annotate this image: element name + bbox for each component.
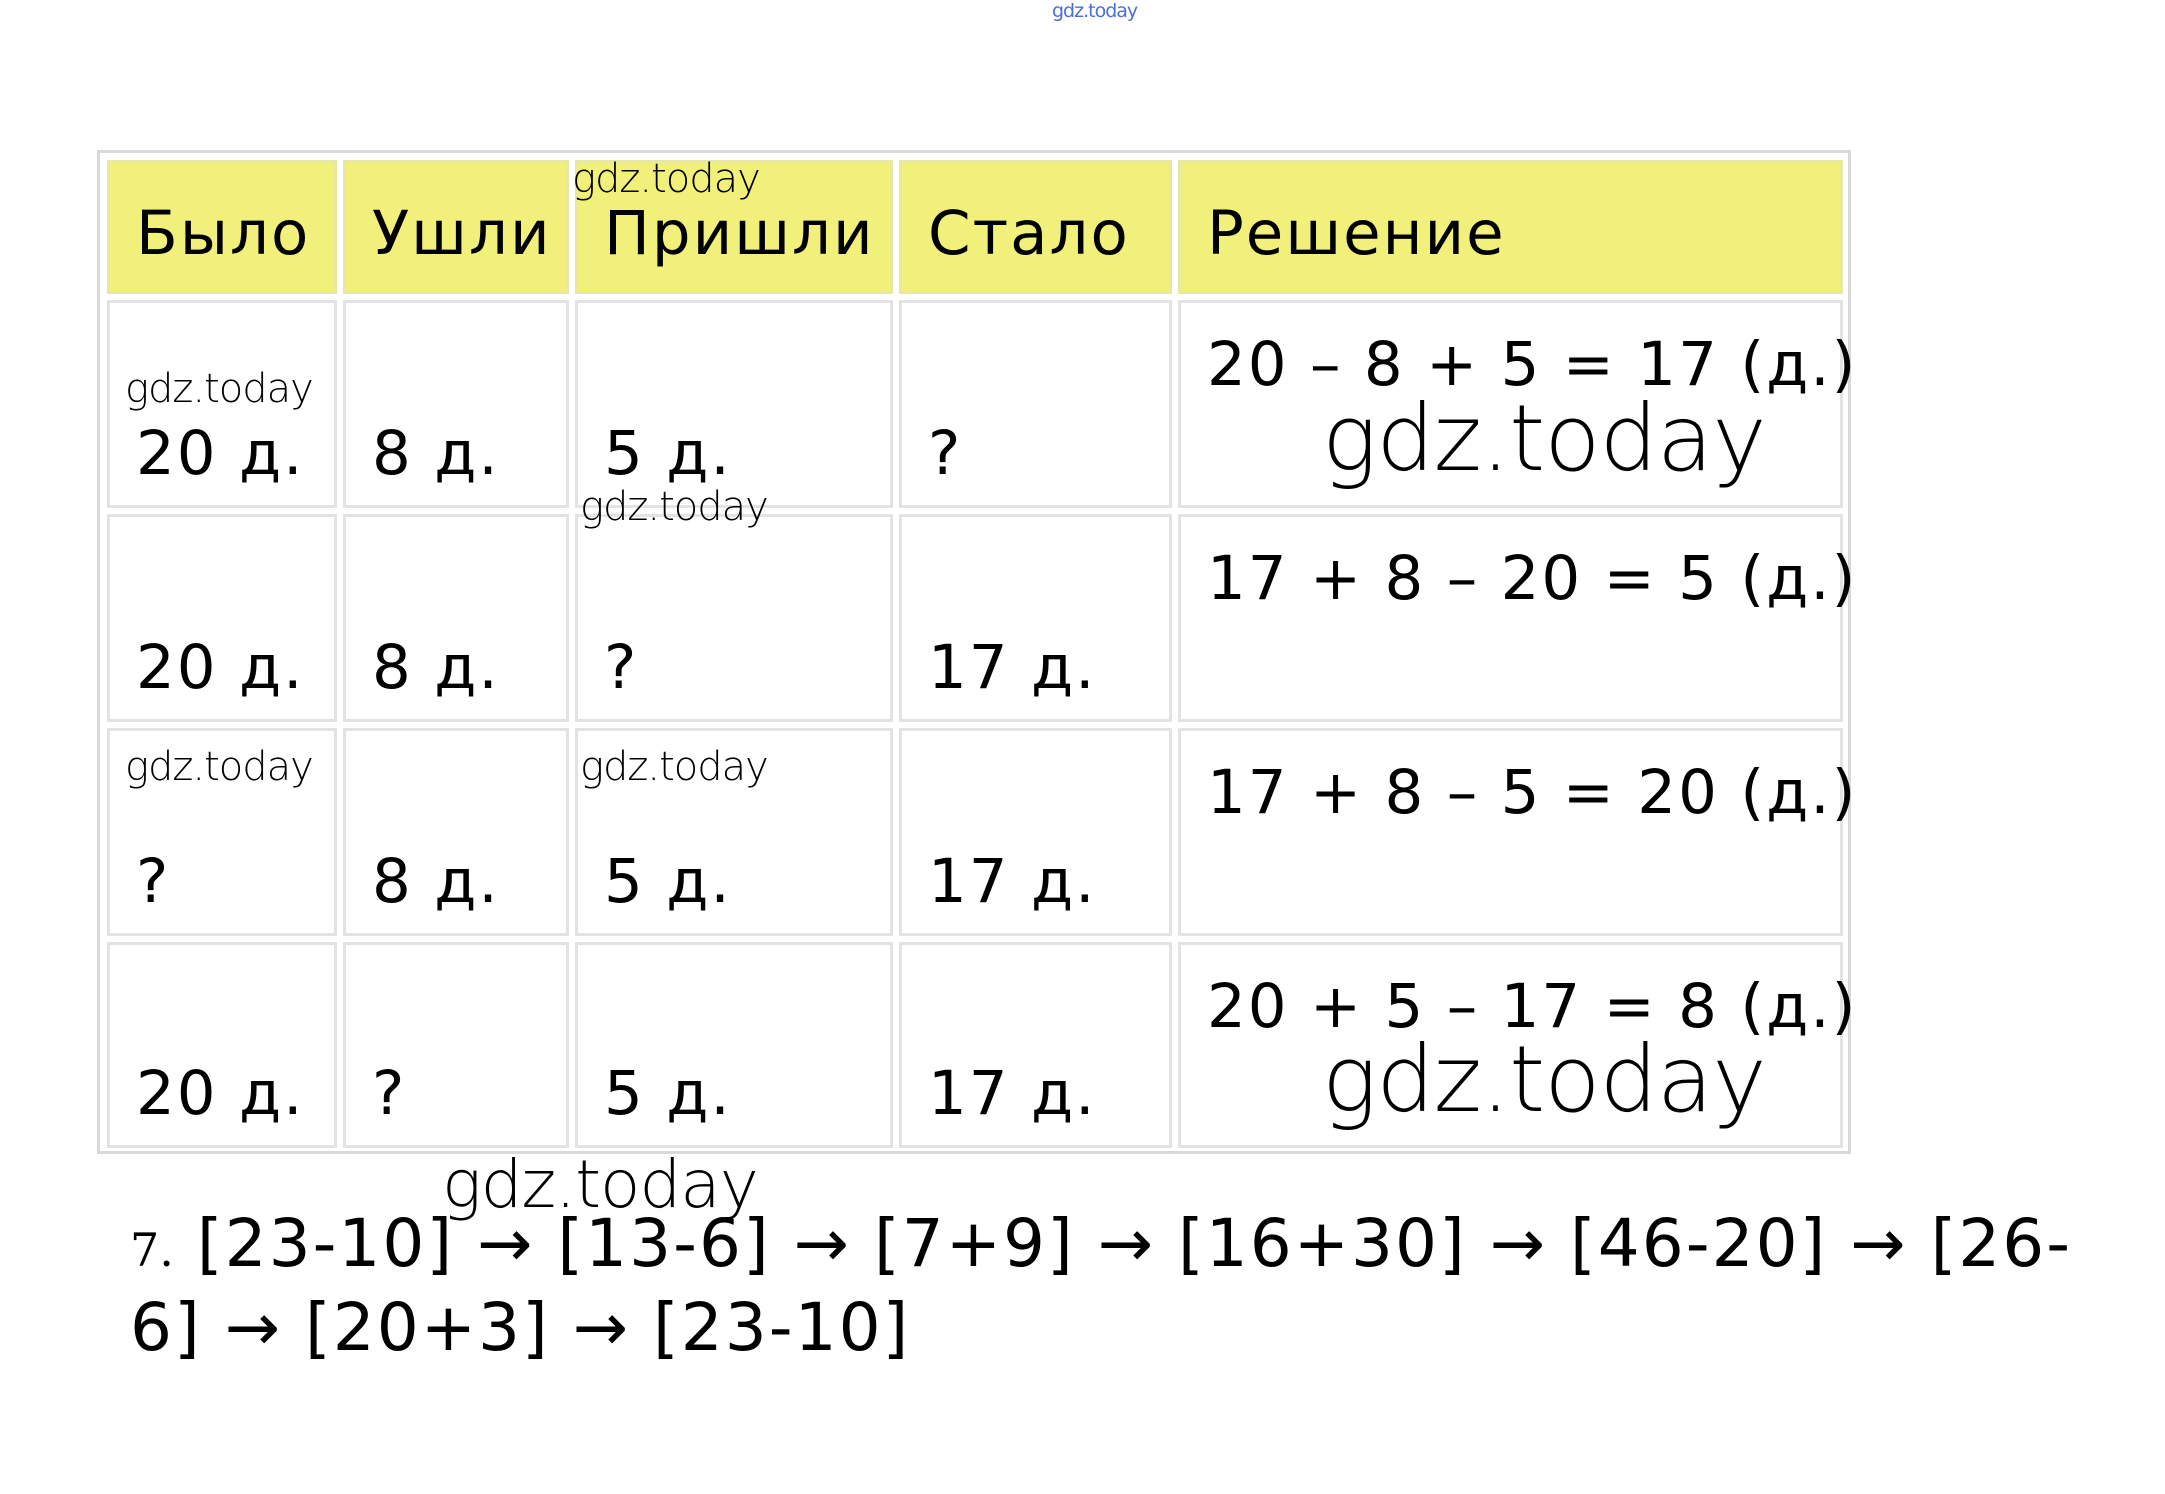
answer-table [97,150,1858,1154]
watermark: gdz.today [572,156,760,202]
watermark: gdz.today [1322,385,1766,492]
cell-value: 8 д. [372,632,500,703]
watermark: gdz.today [125,744,313,790]
cell-value: 20 д. [136,1058,305,1129]
cell-value: 20 д. [136,632,305,703]
header-label: Было [136,198,311,269]
table-cell [575,514,893,722]
task-chain: [23-10] → [13-6] → [7+9] → [16+30] → [46-20] → [26-6] → [20+3] → [23-10] [130,1205,2073,1366]
header-reshenie [1178,160,1843,294]
cell-value: ? [604,632,639,703]
cell-value: 5 д. [604,1058,732,1129]
watermark: gdz.today [580,484,768,530]
cell-value: 5 д. [604,846,732,917]
table-cell [575,300,893,508]
header-label: Стало [928,198,1130,269]
table-cell [899,300,1172,508]
header-label: Ушли [372,198,552,269]
cell-value: ? [928,418,963,489]
cell-value: 17 д. [928,632,1097,703]
cell-value: ? [136,846,171,917]
cell-value: 8 д. [372,418,500,489]
cell-value: 17 д. [928,1058,1097,1129]
table-cell [343,942,569,1148]
cell-value: ? [372,1058,407,1129]
table-cell [575,942,893,1148]
solution-text: 17 + 8 – 5 = 20 (д.) [1207,757,1858,828]
top-watermark: gdz.today [1052,0,1138,22]
watermark: gdz.today [442,1146,758,1223]
table-cell [899,728,1172,936]
task-7 [130,1205,2110,1367]
cell-value: 8 д. [372,846,500,917]
header-bylo [107,160,337,294]
watermark: gdz.today [1322,1026,1766,1133]
table-cell [343,300,569,508]
header-stalo [899,160,1172,294]
table-cell [107,942,337,1148]
table-cell [899,514,1172,722]
solution-cell [1178,514,1858,722]
header-label: Решение [1207,198,1506,269]
solution-text: 20 + 5 – 17 = 8 (д.) [1207,971,1858,1042]
cell-value: 5 д. [604,418,732,489]
table-cell [899,942,1172,1148]
solution-cell [1178,728,1858,936]
watermark: gdz.today [125,366,313,412]
watermark: gdz.today [580,744,768,790]
cell-value: 17 д. [928,846,1097,917]
task-number: 7. [130,1223,174,1277]
header-ushli [343,160,569,294]
table-cell [343,728,569,936]
solution-text: 17 + 8 – 20 = 5 (д.) [1207,543,1858,614]
solution-text: 20 – 8 + 5 = 17 (д.) [1207,329,1858,400]
table-cell [343,514,569,722]
table-cell [107,514,337,722]
cell-value: 20 д. [136,418,305,489]
header-label: Пришли [604,198,875,269]
